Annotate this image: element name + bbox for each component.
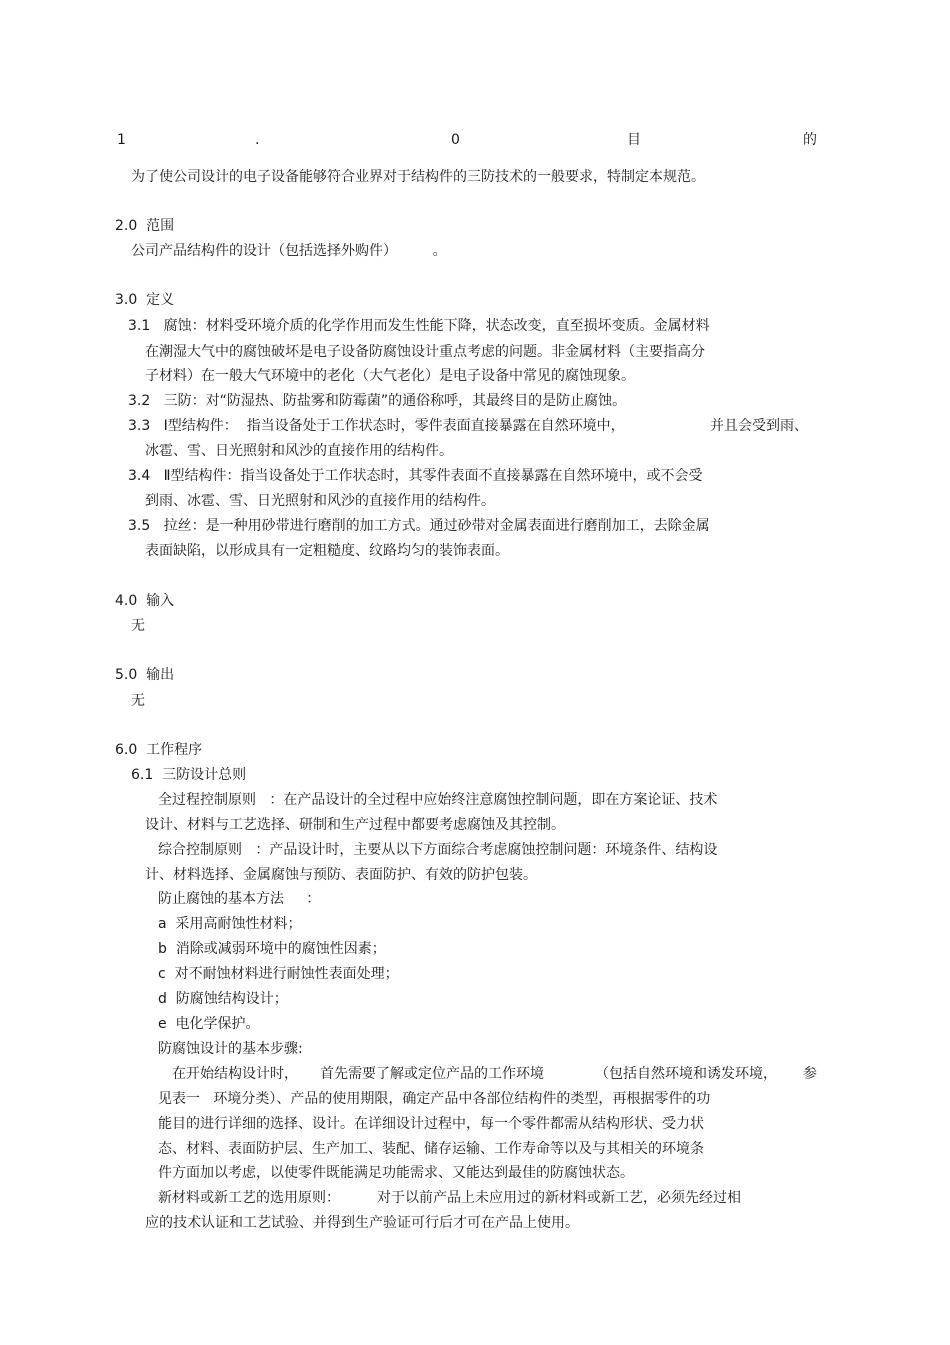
method-item: d 防腐蚀结构设计； — [158, 991, 288, 1007]
steps-line: 见表一 环境分类）、产品的使用期限，确定产品中各部位结构件的类型，再根据零件的功 — [158, 1091, 711, 1107]
section-1-heading — [117, 130, 818, 150]
heading-part: 的 — [803, 132, 817, 148]
steps-line: 态、材料、表面防护层、生产加工、装配、储存运输、工作寿命等以及与其相关的环境条 — [158, 1141, 704, 1157]
section-1-text: 为了使公司设计的电子设备能够符合业界对于结构件的三防技术的一般要求，特制定本规范。 — [131, 169, 705, 185]
principle-line: 计、材料选择、金属腐蚀与预防、表面防护、有效的防护包装。 — [145, 867, 537, 883]
definition-3-5-line: 3.5 拉丝：是一种用砂带进行磨削的加工方式。通过砂带对金属表面进行磨削加工，去除金属 — [128, 518, 710, 534]
heading-part: 1 — [117, 132, 126, 148]
steps-line-part: 在开始结构设计时， — [172, 1066, 298, 1082]
section-2-heading: 2.0 范围 — [115, 218, 175, 234]
method-item: b 消除或减弱环境中的腐蚀性因素； — [158, 941, 386, 957]
section-5-heading: 5.0 输出 — [115, 667, 175, 683]
section-5-text: 无 — [131, 693, 145, 709]
heading-part: . — [255, 132, 260, 148]
definition-3-4-line: 到雨、冰雹、雪、日光照射和风沙的直接作用的结构件。 — [145, 493, 495, 509]
definition-3-3-line-end: 并且会受到雨、 — [710, 418, 808, 434]
definition-3-5-line: 表面缺陷，以形成具有一定粗糙度、纹路均匀的装饰表面。 — [145, 543, 509, 559]
steps-line: 能目的进行详细的选择、设计。在详细设计过程中，每一个零件都需从结构形状、受力状 — [158, 1116, 704, 1132]
heading-part: 0 — [451, 132, 460, 148]
subsection-6-1-heading: 6.1 三防设计总则 — [131, 767, 247, 783]
steps-line-part: 参 — [803, 1066, 817, 1082]
principle-line: 设计、材料与工艺选择、研制和生产过程中都要考虑腐蚀及其控制。 — [145, 817, 565, 833]
method-item: c 对不耐蚀材料进行耐蚀性表面处理； — [158, 966, 399, 982]
section-3-heading: 3.0 定义 — [115, 292, 175, 308]
new-material-line: 应的技术认证和工艺试验、并得到生产验证可行后才可在产品上使用。 — [145, 1215, 579, 1231]
section-4-heading: 4.0 输入 — [115, 593, 175, 609]
definition-3-2: 3.2 三防：对“防湿热、防盐雾和防霉菌”的通俗称呼，其最终目的是防止腐蚀。 — [128, 393, 627, 409]
definition-3-3-line: 冰雹、雪、日光照射和风沙的直接作用的结构件。 — [145, 443, 453, 459]
new-material-line-part: 对于以前产品上未应用过的新材料或新工艺，必须先经过相 — [377, 1190, 741, 1206]
method-item: e 电化学保护。 — [158, 1016, 260, 1032]
methods-title: 防止腐蚀的基本方法 ： — [158, 891, 321, 907]
section-4-text: 无 — [131, 618, 145, 634]
steps-title: 防腐蚀设计的基本步骤: — [158, 1041, 303, 1057]
section-2-text: 公司产品结构件的设计（包括选择外购件） 。 — [131, 243, 447, 259]
definition-3-1-line: 在潮湿大气中的腐蚀破坏是电子设备防腐蚀设计重点考虑的问题。非金属材料（主要指高分 — [145, 344, 705, 360]
principle-line: 综合控制原则 ：产品设计时，主要从以下方面综合考虑腐蚀控制问题：环境条件、结构设 — [158, 842, 718, 858]
steps-line-part: （包括自然环境和诱发环境， — [595, 1066, 777, 1082]
method-item: a 采用高耐蚀性材料； — [158, 916, 302, 932]
steps-line-part: 首先需要了解或定位产品的工作环境 — [320, 1066, 544, 1082]
heading-part: 目 — [627, 132, 641, 148]
definition-3-1-line: 3.1 腐蚀：材料受环境介质的化学作用而发生性能下降，状态改变，直至损坏变质。金属材料 — [128, 318, 710, 334]
definition-3-3-line: 3.3 Ⅰ型结构件： 指当设备处于工作状态时，零件表面直接暴露在自然环境中， — [128, 418, 625, 434]
section-6-heading: 6.0 工作程序 — [115, 742, 203, 758]
principle-line: 全过程控制原则 ：在产品设计的全过程中应始终注意腐蚀控制问题，即在方案论证、技术 — [158, 792, 718, 808]
definition-3-1-line: 子材料）在一般大气环境中的老化（大气老化）是电子设备中常见的腐蚀现象。 — [145, 368, 635, 384]
definition-3-4-line: 3.4 Ⅱ型结构件：指当设备处于工作状态时，其零件表面不直接暴露在自然环境中，或不会受 — [128, 468, 703, 484]
steps-line: 件方面加以考虑，以使零件既能满足功能需求、又能达到最佳的防腐蚀状态。 — [158, 1165, 634, 1181]
new-material-line-part: 新材料或新工艺的选用原则： — [158, 1190, 340, 1206]
